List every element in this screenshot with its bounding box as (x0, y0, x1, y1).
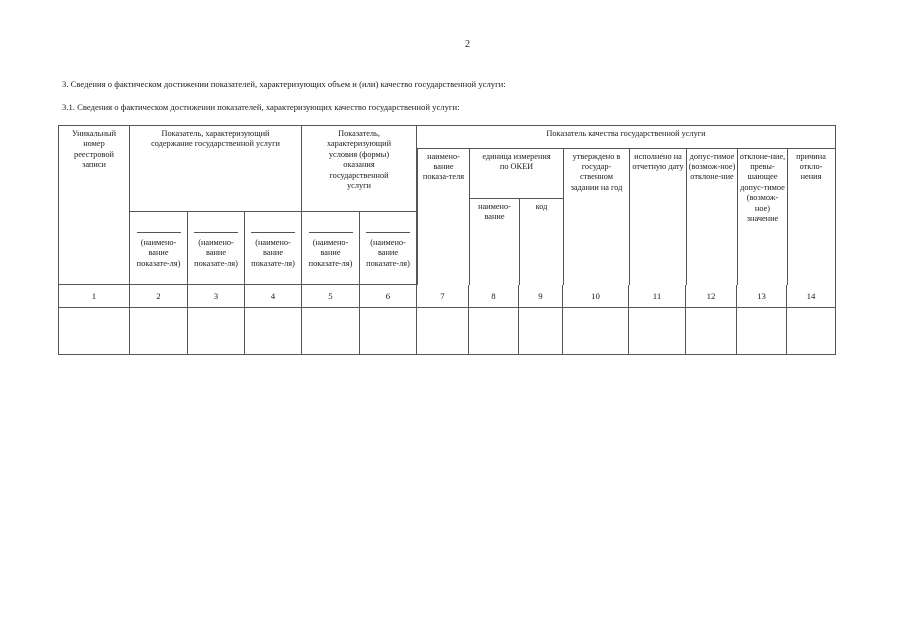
empty-data-cell[interactable] (629, 308, 686, 355)
header-approved: утверждено в государ-ственном задании на год (563, 148, 630, 285)
header-unit-code: код (519, 198, 564, 285)
sub-indicator-name (360, 212, 417, 285)
header-exceeding-deviation: отклоне-ние, превы-шающее допус-тимое (возмож-ное) значение (737, 148, 788, 285)
empty-data-cell[interactable] (59, 308, 130, 355)
sub-label: (наимено-вание показате-ля) (137, 232, 181, 269)
column-number: 12 (686, 285, 737, 308)
sub-label: (наимено-вание показате-ля) (366, 232, 410, 269)
empty-data-cell[interactable] (302, 308, 360, 355)
sub-indicator-name (188, 212, 245, 285)
header-quality-indicator: Показатель качества государственной услуги (417, 126, 836, 212)
column-number: 1 (59, 285, 130, 308)
column-number: 8 (469, 285, 519, 308)
empty-data-cell[interactable] (130, 308, 188, 355)
header-deviation-reason: причина откло-нения (787, 148, 836, 285)
section-3-heading: 3. Сведения о фактическом достижении показателей, характеризующих объем и (или) качество государственной услуги: (62, 79, 506, 89)
section-3-1-heading: 3.1. Сведения о фактическом достижении показателей, характеризующих качество государственной услуги: (62, 102, 460, 112)
page-number: 2 (465, 39, 470, 50)
sub-label: (наимено-вание показате-ля) (251, 232, 295, 269)
column-number: 13 (737, 285, 787, 308)
empty-data-cell[interactable] (519, 308, 563, 355)
sub-label: (наимено-вание показате-ля) (194, 232, 238, 269)
header-unique-record-number: Уникальный номер реестровой записи (59, 126, 130, 285)
empty-data-cell[interactable] (737, 308, 787, 355)
sub-indicator-name (302, 212, 360, 285)
header-conditions-indicator: Показатель, характеризующий условия (формы) оказания государственной услуги (302, 126, 417, 212)
sub-indicator-name (245, 212, 302, 285)
empty-data-cell[interactable] (686, 308, 737, 355)
header-indicator-name: наимено-вание показа-теля (417, 148, 470, 285)
empty-data-cell[interactable] (563, 308, 629, 355)
column-number: 7 (417, 285, 469, 308)
header-executed: исполнено на отчетную дату (629, 148, 687, 285)
header-unit-okei: единица измерения по ОКЕИ (469, 148, 564, 198)
empty-data-cell[interactable] (787, 308, 836, 355)
empty-data-cell[interactable] (469, 308, 519, 355)
empty-data-cell[interactable] (360, 308, 417, 355)
column-number: 2 (130, 285, 188, 308)
header-allowed-deviation: допус-тимое (возмож-ное) отклоне-ние (686, 148, 738, 285)
sub-label: (наимено-вание показате-ля) (309, 232, 353, 269)
header-unit-name: наимено-вание (469, 198, 520, 285)
column-number: 4 (245, 285, 302, 308)
column-number: 14 (787, 285, 836, 308)
empty-data-cell[interactable] (188, 308, 245, 355)
empty-data-cell[interactable] (417, 308, 469, 355)
column-number: 10 (563, 285, 629, 308)
column-number: 6 (360, 285, 417, 308)
header-content-indicator: Показатель, характеризующий содержание государственной услуги (130, 126, 302, 212)
empty-data-cell[interactable] (245, 308, 302, 355)
sub-indicator-name (130, 212, 188, 285)
column-number: 3 (188, 285, 245, 308)
column-number: 5 (302, 285, 360, 308)
column-number: 9 (519, 285, 563, 308)
column-number: 11 (629, 285, 686, 308)
